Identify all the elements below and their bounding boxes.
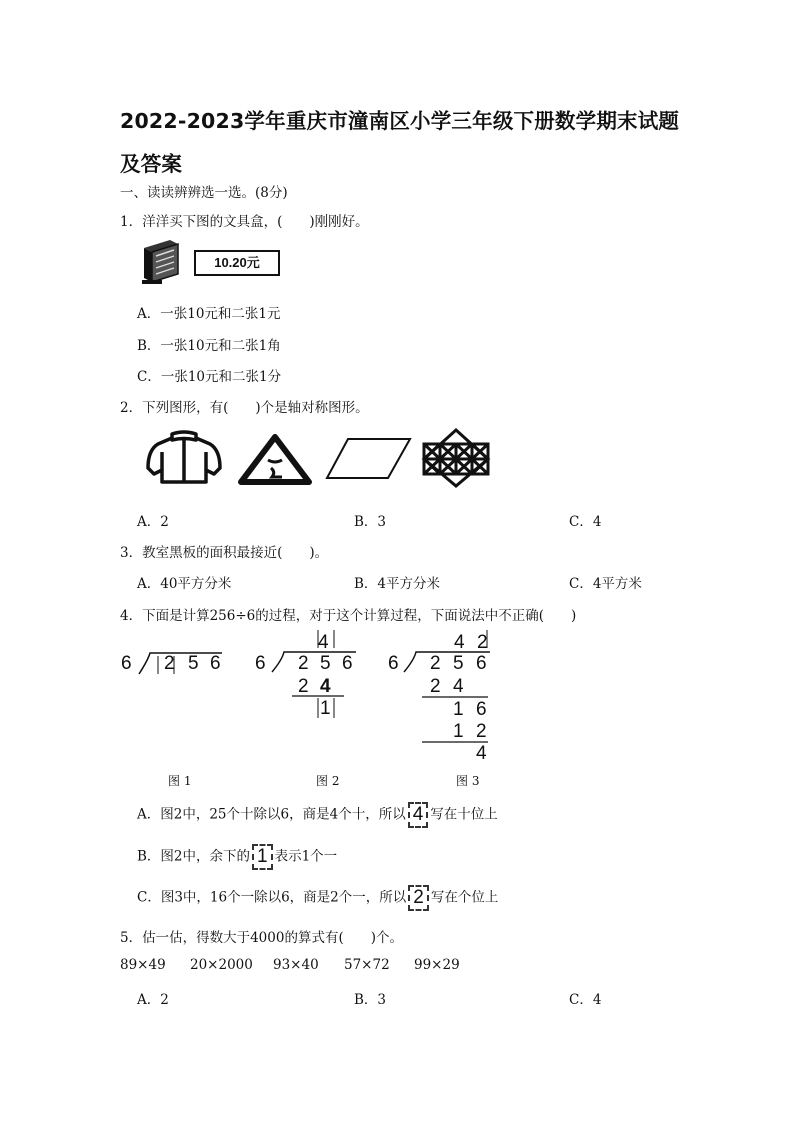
q5-expression: 99×29 <box>414 957 460 973</box>
pencil-case-image <box>140 238 184 286</box>
question-4: 4．下面是计算256÷6的过程，对于这个计算过程，下面说法中不正确( ) <box>120 608 577 624</box>
section-heading: 一、读读辨辨选一选。(8分) <box>120 185 288 201</box>
q2-option-c[interactable]: C．4 <box>569 514 602 530</box>
parallelogram-figure <box>324 436 414 482</box>
q4-option-c-box: 2 <box>408 885 429 911</box>
fig3-divisor: 6 <box>388 653 399 674</box>
fig2-quotient: 4 <box>318 632 329 653</box>
fig3-subresult-digit: 1 <box>453 699 464 720</box>
fig3-product-digit: 2 <box>430 676 441 697</box>
fig2-product-digit: 4 <box>320 676 331 697</box>
q4-option-a[interactable] <box>137 802 498 828</box>
q5-expression: 89×49 <box>120 957 166 973</box>
q4-option-c[interactable] <box>137 885 498 911</box>
grid-pattern-figure <box>420 428 492 488</box>
q5-expression: 57×72 <box>344 957 390 973</box>
q5-option-a[interactable]: A．2 <box>137 992 169 1008</box>
q1-option-a[interactable]: A．一张10元和二张1元 <box>137 306 281 322</box>
fig1-digit: 2 <box>164 653 175 674</box>
fig2-caption: 图 2 <box>316 774 340 788</box>
fig3-subresult-digit: 6 <box>476 699 487 720</box>
fig2-product-digit: 2 <box>298 676 309 697</box>
fig3-digit: 5 <box>453 653 464 674</box>
q2-option-a[interactable]: A．2 <box>137 514 169 530</box>
fig1-digit: 6 <box>210 653 221 674</box>
q4-option-b-box: 1 <box>252 844 273 870</box>
fig3-quotient-digit: 4 <box>454 632 465 653</box>
q4-option-b[interactable] <box>137 844 337 870</box>
q3-option-a[interactable]: A．40平方分米 <box>137 576 232 592</box>
q5-option-b[interactable]: B．3 <box>354 992 387 1008</box>
q2-option-b[interactable]: B．3 <box>354 514 387 530</box>
price-tag: 10.20元 <box>194 250 280 276</box>
fig1-caption: 图 1 <box>168 774 192 788</box>
fig2-division-lines <box>270 628 360 728</box>
q5-expression: 93×40 <box>273 957 319 973</box>
fig3-product-digit: 2 <box>476 721 487 742</box>
q1-option-b[interactable]: B．一张10元和二张1角 <box>137 338 281 354</box>
fig1-digit: 5 <box>188 653 199 674</box>
fig3-remainder: 4 <box>476 743 487 764</box>
question-5: 5．估一估，得数大于4000的算式有( )个。 <box>120 930 403 946</box>
fig3-digit: 2 <box>430 653 441 674</box>
question-3: 3．教室黑板的面积最接近( )。 <box>120 545 329 561</box>
fig2-digit: 5 <box>320 653 331 674</box>
fig2-divisor: 6 <box>255 653 266 674</box>
fig3-product-digit: 1 <box>453 721 464 742</box>
fig2-digit: 2 <box>298 653 309 674</box>
q1-option-c[interactable]: C．一张10元和二张1分 <box>137 369 282 385</box>
q3-option-c[interactable]: C．4平方米 <box>569 576 642 592</box>
q4-option-a-box: 4 <box>408 802 429 828</box>
fig2-digit: 6 <box>342 653 353 674</box>
q5-option-c[interactable]: C．4 <box>569 992 602 1008</box>
fig3-product-digit: 4 <box>453 676 464 697</box>
fig3-digit: 6 <box>476 653 487 674</box>
q5-expression: 20×2000 <box>190 957 253 973</box>
page-title-cont: 及答案 <box>120 152 183 176</box>
triangle-sign-figure <box>238 434 312 486</box>
q4-option-a-text: A．图2中，25个十除以6，商是4个十，所以 <box>137 806 406 823</box>
q4-option-a-text-end: 写在十位上 <box>430 806 498 823</box>
fig1-divisor: 6 <box>121 653 132 674</box>
q4-option-c-text: C．图3中，16个一除以6，商是2个一，所以 <box>137 889 407 906</box>
q4-option-b-text-end: 表示1个一 <box>274 848 338 865</box>
jacket-figure <box>144 428 224 486</box>
question-2: 2．下列图形，有( )个是轴对称图形。 <box>120 400 369 416</box>
fig3-quotient-digit: 2 <box>477 632 488 653</box>
fig2-remainder: 1 <box>320 698 331 719</box>
page-title: 2022-2023学年重庆市潼南区小学三年级下册数学期末试题 <box>120 109 680 133</box>
q4-option-b-text: B．图2中，余下的 <box>137 848 251 865</box>
q4-option-c-text-end: 写在个位上 <box>430 889 499 906</box>
q3-option-b[interactable]: B．4平方分米 <box>354 576 441 592</box>
question-1: 1．洋洋买下图的文具盒，( )刚刚好。 <box>120 214 369 230</box>
fig3-caption: 图 3 <box>456 774 480 788</box>
